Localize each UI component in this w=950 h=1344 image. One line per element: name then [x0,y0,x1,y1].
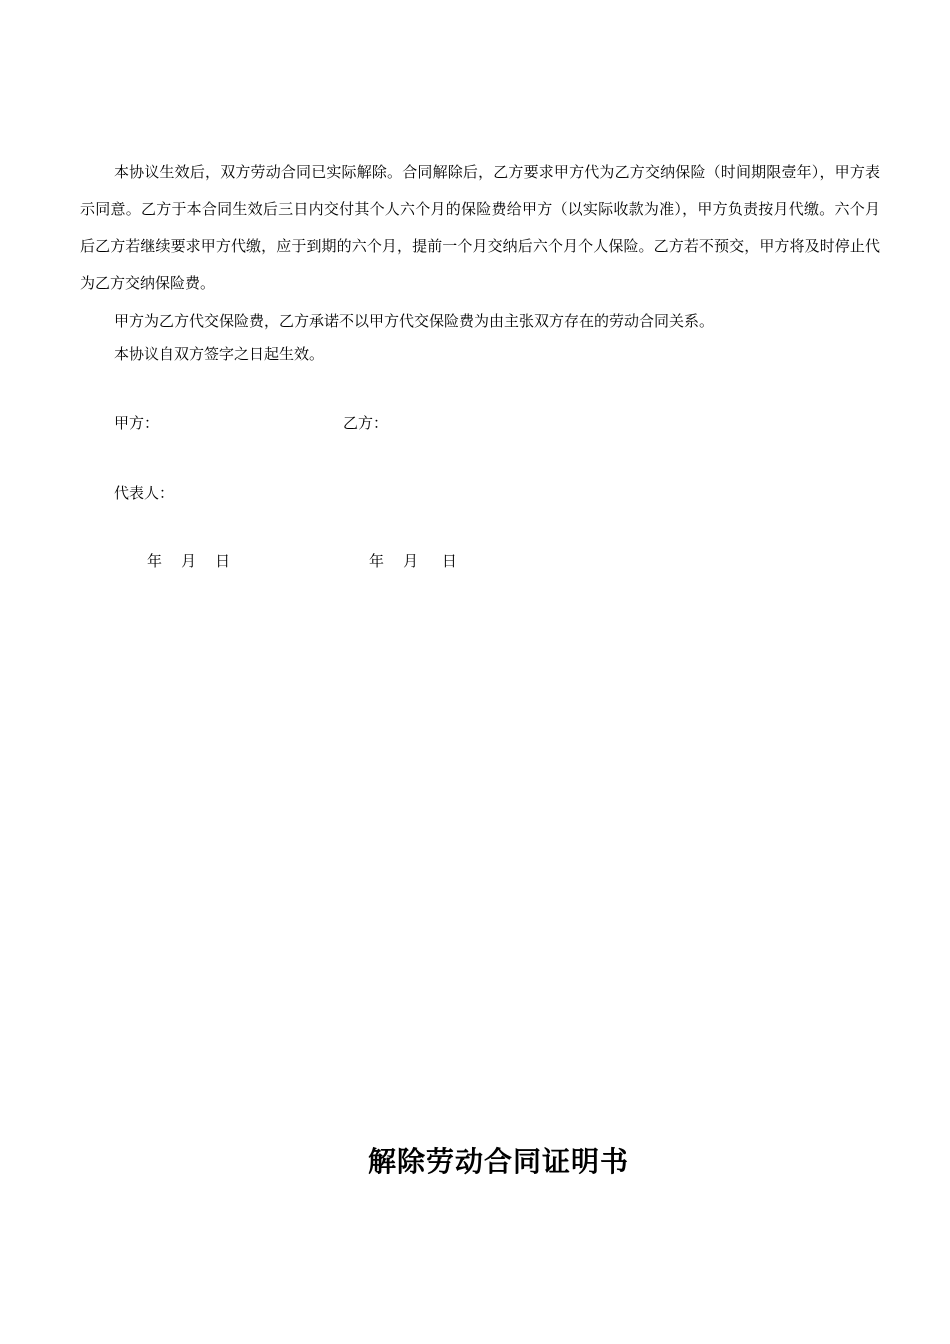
party-b-date: 年 月 日 [369,552,457,570]
party-a-label: 甲方： [114,414,160,432]
paragraph-insurance-terms: 本协议生效后，双方劳动合同已实际解除。合同解除后，乙方要求甲方代为乙方交纳保险（时间期限壹年），甲方表示同意。乙方于本合同生效后三日内交付其个人六个月的保险费给甲方（以实际收款为准），甲方负责按月代缴。六个月后乙方若继续要求甲方代缴，应于到期的六个月，提前一个月交纳后六个月个人保险。乙方若不预交，甲方将及时停止代为乙方交纳保险费。 [80,163,880,292]
party-a-date: 年 月 日 [147,552,231,570]
certificate-title: 解除劳动合同证明书 [368,1145,630,1178]
paragraph-effective-date: 本协议自双方签字之日起生效。 [114,345,325,363]
representative-label: 代表人： [114,484,175,502]
paragraph-no-labor-relation: 甲方为乙方代交保险费，乙方承诺不以甲方代交保险费为由主张双方存在的劳动合同关系。 [114,312,715,330]
party-b-label: 乙方： [343,414,389,432]
